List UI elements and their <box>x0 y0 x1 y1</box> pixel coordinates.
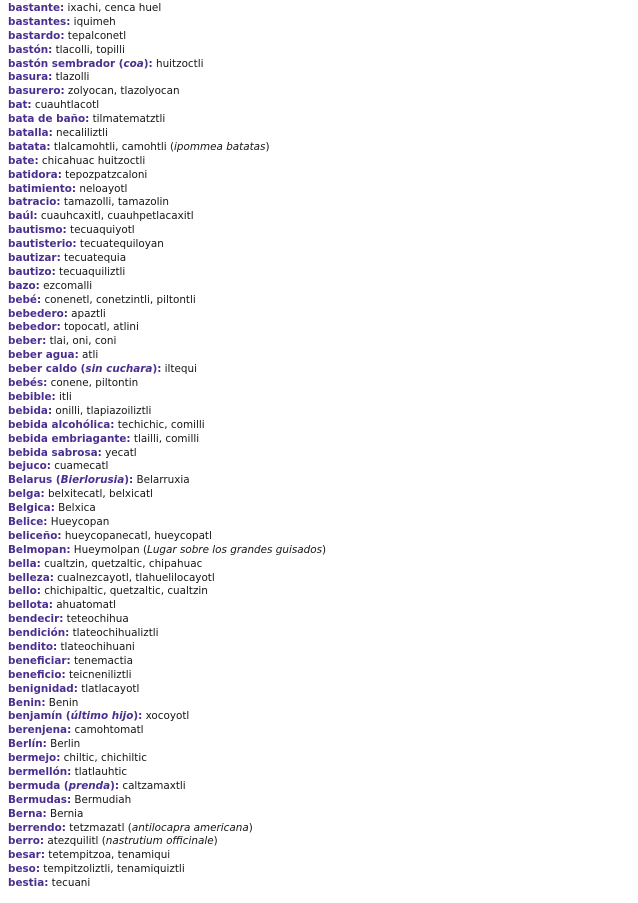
entry-term-paren: ( <box>77 363 86 376</box>
entry-definition: tetzmazatl <box>65 821 125 834</box>
entry-definition: chichipaltic, quetzaltic, cualtzin <box>40 585 208 598</box>
entry-definition: iltequi <box>161 363 197 376</box>
entry-term: bestia <box>8 877 45 890</box>
entry-definition: conene, piltontin <box>47 377 139 390</box>
glossary-entry <box>8 363 633 377</box>
entry-colon: : <box>97 446 102 459</box>
entry-definition: iquimeh <box>70 15 116 28</box>
entry-term: bermellón <box>8 765 68 778</box>
entry-colon: : <box>46 460 51 473</box>
entry-definition: tecuaquiyotl <box>66 224 135 237</box>
entry-definition: tlateochihuani <box>57 640 135 653</box>
glossary-entry <box>8 710 633 724</box>
entry-colon: : <box>57 529 62 542</box>
entry-term: bella <box>8 557 37 570</box>
entry-colon: : <box>51 265 56 278</box>
entry-def-paren: ) <box>248 821 253 834</box>
entry-def-paren: ( <box>98 835 106 848</box>
glossary-entry <box>8 683 633 697</box>
glossary-entry <box>8 71 633 85</box>
glossary-entry <box>8 863 633 877</box>
entry-definition: tetempitzoa, tenamiqui <box>44 849 171 862</box>
entry-term: batimiento <box>8 182 72 195</box>
entry-term: bate <box>8 154 35 167</box>
glossary-entry <box>8 835 633 849</box>
entry-definition-note: antilocapra americana <box>131 821 249 834</box>
entry-term: Bermudas <box>8 793 67 806</box>
entry-definition: tecuatequia <box>60 252 127 265</box>
entry-colon: : <box>51 390 56 403</box>
entry-colon: : <box>67 765 72 778</box>
entry-colon: : <box>71 182 77 195</box>
entry-term: bata de baño <box>8 113 86 126</box>
entry-colon: : <box>42 738 47 751</box>
glossary-entry <box>8 530 633 544</box>
entry-term-paren: ( <box>62 710 71 723</box>
entry-definition: tlatlauhtic <box>71 765 128 778</box>
entry-colon: : <box>42 807 47 820</box>
entry-colon: : <box>61 821 66 834</box>
entry-def-paren: ) <box>265 140 270 153</box>
entry-colon: : <box>66 543 71 556</box>
entry-definition: tamazolli, tamazolin <box>60 196 169 209</box>
entry-term: benignidad <box>8 682 74 695</box>
entry-term: beliceño <box>8 529 58 542</box>
entry-term: benjamín <box>8 710 63 723</box>
glossary-entry <box>8 224 633 238</box>
entry-definition: tlailli, comilli <box>130 432 200 445</box>
entry-term: bebedero <box>8 307 64 320</box>
entry-colon: : <box>59 613 64 626</box>
entry-definition: apaztli <box>67 307 106 320</box>
entry-definition: Hueymolpan <box>70 543 140 556</box>
glossary-entry <box>8 849 633 863</box>
glossary-entry <box>8 558 633 572</box>
glossary-entry <box>8 447 633 461</box>
entry-term-note: sin cuchara <box>85 363 153 376</box>
entry-definition: cualtzin, quetzaltic, chipahuac <box>40 557 203 570</box>
entry-term-note: coa <box>123 57 144 70</box>
entry-definition: ezcomalli <box>39 279 93 292</box>
entry-def-paren: ( <box>139 543 148 556</box>
entry-colon: : <box>56 196 61 209</box>
entry-term: bejuco <box>8 460 47 473</box>
entry-term: berro <box>8 835 40 848</box>
glossary-entry <box>8 99 633 113</box>
entry-definition: cuauhtlacotl <box>31 99 100 112</box>
entry-def-paren: ( <box>166 140 175 153</box>
glossary-entry <box>8 349 633 363</box>
entry-colon: : <box>63 307 68 320</box>
glossary-entry <box>8 822 633 836</box>
entry-definition: tlatlacayotl <box>77 682 140 695</box>
entry-term: berrendo <box>8 821 62 834</box>
entry-definition: onilli, tlapiazoiliztli <box>52 404 152 417</box>
entry-term-paren: ) <box>133 710 139 723</box>
entry-colon: : <box>46 140 51 153</box>
glossary-entry <box>8 308 633 322</box>
entry-colon: : <box>27 99 32 112</box>
entry-definition: tenemactia <box>70 654 133 667</box>
entry-colon: : <box>148 57 153 70</box>
entry-definition: camohtomatl <box>71 724 144 737</box>
entry-definition: Hueycopan <box>47 515 110 528</box>
glossary-entry <box>8 697 633 711</box>
entry-colon: : <box>36 293 42 306</box>
entry-definition: ixachi, cenca huel <box>64 2 162 14</box>
glossary-entry <box>8 488 633 502</box>
entry-definition: Berlin <box>46 738 81 751</box>
entry-colon: : <box>43 377 48 390</box>
entry-definition: tecuani <box>48 877 91 890</box>
entry-term: bello <box>8 585 37 598</box>
glossary-entry <box>8 669 633 683</box>
entry-term: beneficiar <box>8 654 67 667</box>
entry-term: bendecir <box>8 613 60 626</box>
entry-definition: tepozpatzcaloni <box>61 168 148 181</box>
glossary-entry <box>8 127 633 141</box>
entry-term: bazo <box>8 279 36 292</box>
entry-term: Belarus <box>8 474 53 487</box>
entry-term: bermuda <box>8 779 61 792</box>
glossary-entry <box>8 752 633 766</box>
entry-colon: : <box>36 557 41 570</box>
glossary-entry <box>8 169 633 183</box>
glossary-entry <box>8 419 633 433</box>
entry-colon: : <box>67 724 72 737</box>
entry-colon: : <box>43 515 48 528</box>
entry-term: Belgica <box>8 502 51 515</box>
entry-term: Berlín <box>8 738 43 751</box>
entry-term: batidora <box>8 168 58 181</box>
entry-colon: : <box>35 279 40 292</box>
entry-colon: : <box>48 71 53 84</box>
entry-definition: itli <box>55 390 72 403</box>
entry-term: batracio <box>8 196 57 209</box>
glossary-entry <box>8 780 633 794</box>
glossary-entry <box>8 641 633 655</box>
entry-term-paren: ( <box>52 474 61 487</box>
entry-term: belleza <box>8 571 50 584</box>
entry-term-paren: ( <box>60 779 69 792</box>
entry-colon: : <box>35 863 40 876</box>
entry-term: bat <box>8 99 28 112</box>
entry-definition: Belxica <box>54 502 96 515</box>
glossary-entry <box>8 321 633 335</box>
entry-definition: chicahuac huitzoctli <box>38 154 146 167</box>
glossary-list <box>8 2 633 891</box>
entry-term: basurero <box>8 85 61 98</box>
entry-colon: : <box>60 85 65 98</box>
glossary-entry <box>8 294 633 308</box>
entry-definition: Bernia <box>46 807 84 820</box>
entry-term-paren: ) <box>124 474 130 487</box>
glossary-entry <box>8 474 633 488</box>
entry-term: berenjena <box>8 724 68 737</box>
entry-colon: : <box>36 585 41 598</box>
entry-term: basura <box>8 71 49 84</box>
entry-term: bebida embriagante <box>8 432 127 445</box>
glossary-entry <box>8 252 633 266</box>
entry-colon: : <box>56 752 61 765</box>
glossary-entry <box>8 808 633 822</box>
entry-definition: zolyocan, tlazolyocan <box>64 85 180 98</box>
entry-definition: topocatl, atlini <box>60 321 139 334</box>
glossary-entry <box>8 502 633 516</box>
entry-colon: : <box>157 363 162 376</box>
entry-colon: : <box>33 210 38 223</box>
entry-definition: cualnezcayotl, tlahuelilocayotl <box>53 571 215 584</box>
entry-term: Berna <box>8 807 43 820</box>
entry-definition: Belarruxia <box>133 474 190 487</box>
entry-term: beso <box>8 863 36 876</box>
entry-term-note: prenda <box>68 779 111 792</box>
entry-colon: : <box>65 627 70 640</box>
entry-definition: tlacolli, topilli <box>52 43 125 56</box>
glossary-entry <box>8 141 633 155</box>
glossary-entry <box>8 85 633 99</box>
glossary-entry <box>8 391 633 405</box>
glossary-entry <box>8 544 633 558</box>
glossary-entry <box>8 766 633 780</box>
entry-term: beneficio <box>8 668 62 681</box>
entry-colon: : <box>60 2 65 14</box>
entry-colon: : <box>42 335 47 348</box>
entry-term: bastardo <box>8 29 61 42</box>
entry-definition: teteochihua <box>63 613 129 626</box>
glossary-entry <box>8 627 633 641</box>
entry-term: beber caldo <box>8 363 78 376</box>
entry-colon: : <box>56 321 61 334</box>
entry-term: bebible <box>8 390 52 403</box>
entry-term: bebés <box>8 377 44 390</box>
entry-term: besar <box>8 849 41 862</box>
entry-term: Benin <box>8 696 42 709</box>
entry-colon: : <box>129 474 134 487</box>
entry-term: Belmopan <box>8 543 67 556</box>
glossary-entry <box>8 655 633 669</box>
glossary-entry <box>8 724 633 738</box>
entry-term-note: Bierlorusia <box>60 474 125 487</box>
entry-definition: tecuaquiliztli <box>55 265 126 278</box>
entry-term: baúl <box>8 210 34 223</box>
glossary-entry <box>8 585 633 599</box>
entry-colon: : <box>72 238 77 251</box>
entry-term: Belice <box>8 515 44 528</box>
entry-term: bautizar <box>8 252 57 265</box>
entry-colon: : <box>39 835 45 848</box>
glossary-entry <box>8 516 633 530</box>
entry-colon: : <box>44 877 49 890</box>
entry-definition: tlai, oni, coni <box>46 335 117 348</box>
entry-definition-note: nastrutium officinale <box>105 835 214 848</box>
entry-colon: : <box>62 224 67 237</box>
entry-definition: ahuatomatl <box>52 599 116 612</box>
entry-term: bendito <box>8 640 53 653</box>
entry-term: bebé <box>8 293 37 306</box>
entry-term: bebedor <box>8 321 57 334</box>
entry-definition: tlateochihualiztli <box>69 627 159 640</box>
glossary-entry <box>8 335 633 349</box>
glossary-entry <box>8 2 633 16</box>
glossary-entry <box>8 183 633 197</box>
entry-colon: : <box>41 696 46 709</box>
entry-colon: : <box>57 168 62 181</box>
entry-colon: : <box>74 349 79 362</box>
glossary-entry <box>8 58 633 72</box>
entry-term-paren: ) <box>152 363 158 376</box>
entry-def-paren: ) <box>213 835 218 848</box>
entry-definition: cuauhcaxitl, cuauhpetlacaxitl <box>37 210 194 223</box>
entry-definition: belxitecatl, belxicatl <box>44 488 153 501</box>
entry-colon: : <box>138 710 143 723</box>
entry-term: bebida sabrosa <box>8 446 98 459</box>
entry-definition: Benin <box>45 696 79 709</box>
entry-colon: : <box>56 252 61 265</box>
entry-colon: : <box>114 779 120 792</box>
glossary-entry <box>8 238 633 252</box>
entry-term: bastantes <box>8 15 67 28</box>
entry-definition: tilmatematztli <box>89 113 166 126</box>
entry-term-note: último hijo <box>70 710 134 723</box>
entry-colon: : <box>126 432 131 445</box>
glossary-entry <box>8 280 633 294</box>
glossary-entry <box>8 196 633 210</box>
entry-definition: hueycopanecatl, hueycopatl <box>61 529 212 542</box>
entry-definition: necaliliztli <box>52 127 108 140</box>
entry-colon: : <box>53 640 58 653</box>
entry-term: bastón <box>8 43 49 56</box>
entry-colon: : <box>48 43 53 56</box>
glossary-entry <box>8 44 633 58</box>
entry-term: beber agua <box>8 349 75 362</box>
entry-definition: tlazolli <box>52 71 90 84</box>
entry-term-paren: ) <box>143 57 149 70</box>
entry-colon: : <box>48 599 53 612</box>
glossary-entry <box>8 794 633 808</box>
glossary-entry <box>8 155 633 169</box>
glossary-entry <box>8 16 633 30</box>
entry-term: bautismo <box>8 224 63 237</box>
glossary-entry <box>8 377 633 391</box>
entry-colon: : <box>48 127 53 140</box>
entry-term: batata <box>8 140 47 153</box>
entry-term-paren: ) <box>110 779 115 792</box>
entry-definition: techichic, comilli <box>114 418 205 431</box>
glossary-entry <box>8 877 633 891</box>
entry-colon: : <box>40 488 45 501</box>
entry-definition: atli <box>78 349 99 362</box>
glossary-entry <box>8 599 633 613</box>
entry-definition: tlalcamohtli, camohtli <box>50 140 167 153</box>
entry-definition: cuamecatl <box>50 460 109 473</box>
entry-colon: : <box>49 571 54 584</box>
entry-definition: neloayotl <box>76 182 128 195</box>
entry-term: bautizo <box>8 265 52 278</box>
entry-colon: : <box>40 849 45 862</box>
entry-term: bebida <box>8 404 48 417</box>
entry-def-paren: ) <box>321 543 327 556</box>
glossary-entry <box>8 405 633 419</box>
glossary-entry <box>8 210 633 224</box>
entry-term: bellota <box>8 599 49 612</box>
entry-term: bautisterio <box>8 238 73 251</box>
entry-colon: : <box>47 404 53 417</box>
entry-definition: tepalconetl <box>64 29 127 42</box>
glossary-entry <box>8 433 633 447</box>
entry-colon: : <box>110 418 115 431</box>
entry-term: belga <box>8 488 41 501</box>
entry-definition: caltzamaxtli <box>119 779 186 792</box>
entry-colon: : <box>66 654 71 667</box>
glossary-entry <box>8 738 633 752</box>
entry-colon: : <box>50 502 55 515</box>
entry-term: bermejo <box>8 752 57 765</box>
entry-colon: : <box>61 668 66 681</box>
entry-term: bendición <box>8 627 66 640</box>
entry-colon: : <box>66 793 72 806</box>
glossary-entry <box>8 113 633 127</box>
entry-term: batalla <box>8 127 49 140</box>
entry-colon: : <box>34 154 39 167</box>
entry-definition: tecuatequiloyan <box>76 238 164 251</box>
entry-colon: : <box>73 682 78 695</box>
entry-definition: atezquilitl <box>44 835 99 848</box>
entry-definition: teicneniliztli <box>65 668 132 681</box>
entry-term: beber <box>8 335 43 348</box>
entry-term: bebida alcohólica <box>8 418 111 431</box>
glossary-entry <box>8 266 633 280</box>
entry-definition: conenetl, conetzintli, piltontli <box>41 293 196 306</box>
entry-definition: tempitzoliztli, tenamiquiztli <box>39 863 185 876</box>
glossary-entry <box>8 30 633 44</box>
entry-term: bastante <box>8 2 61 14</box>
entry-definition: xocoyotl <box>142 710 190 723</box>
entry-colon: : <box>60 29 65 42</box>
entry-definition: yecatl <box>101 446 137 459</box>
entry-def-paren: ( <box>124 821 132 834</box>
entry-definition-note: ipommea batatas <box>174 140 266 153</box>
entry-term: bastón sembrador <box>8 57 116 70</box>
glossary-entry <box>8 572 633 586</box>
glossary-entry <box>8 460 633 474</box>
entry-definition-note: Lugar sobre los grandes guisados <box>147 543 322 556</box>
entry-colon: : <box>85 113 90 126</box>
entry-colon: : <box>66 15 71 28</box>
entry-definition: huitzoctli <box>152 57 204 70</box>
entry-definition: Bermudiah <box>71 793 132 806</box>
entry-definition: chiltic, chichiltic <box>60 752 147 765</box>
glossary-entry <box>8 613 633 627</box>
entry-term-paren: ( <box>115 57 124 70</box>
